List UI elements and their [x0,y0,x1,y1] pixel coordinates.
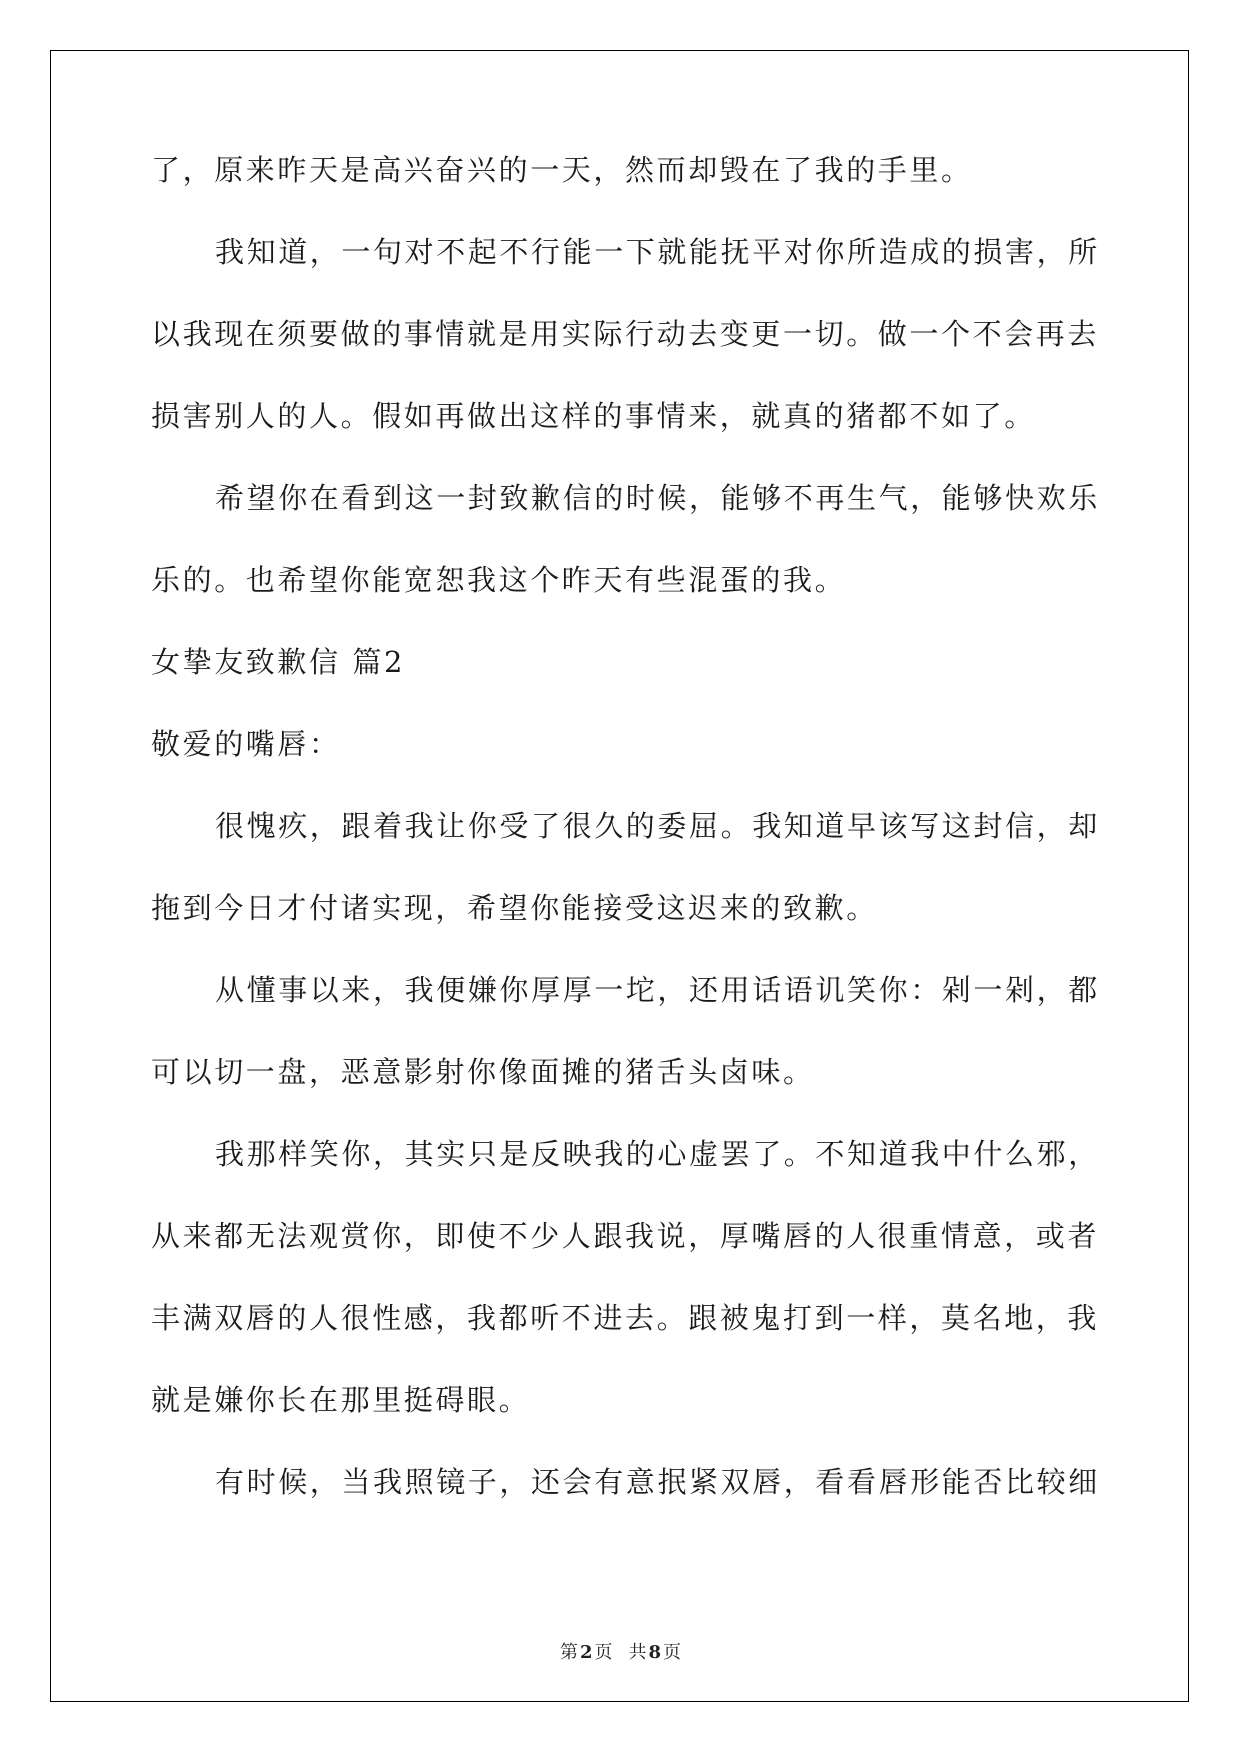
salutation: 敬爱的嘴唇： [151,727,341,761]
section-heading: 女挚友致歉信 篇2 [151,645,406,679]
text-line: 丰满双唇的人很性感，我都听不进去。跟被鬼打到一样，莫名地，我 [151,1301,1100,1335]
page-footer [0,1638,1241,1664]
paragraph-line: 有时候，当我照镜子，还会有意抿紧双唇，看看唇形能否比较细 [215,1465,1100,1499]
total-pages-prefix: 共 [628,1642,647,1663]
text-line: 从来都无法观赏你，即使不少人跟我说，厚嘴唇的人很重情意，或者 [151,1219,1100,1253]
total-pages-number: 8 [648,1642,662,1663]
paragraph-line: 从懂事以来，我便嫌你厚厚一坨，还用话语讥笑你：剁一剁，都 [215,973,1100,1007]
current-page-number: 2 [579,1642,593,1663]
text-line: 了，原来昨天是高兴奋兴的一天，然而却毁在了我的手里。 [151,153,973,187]
document-body [151,152,1100,1546]
page-number-unit: 页 [594,1642,613,1663]
text-line: 损害别人的人。假如再做出这样的事情来，就真的猪都不如了。 [151,399,1036,433]
text-line: 可以切一盘，恶意影射你像面摊的猪舌头卤味。 [151,1055,815,1089]
text-line: 乐的。也希望你能宽恕我这个昨天有些混蛋的我。 [151,563,847,597]
paragraph-line: 我知道，一句对不起不行能一下就能抚平对你所造成的损害，所 [215,235,1100,269]
total-pages-unit: 页 [663,1642,682,1663]
paragraph-line: 很愧疚，跟着我让你受了很久的委屈。我知道早该写这封信，却 [215,809,1100,843]
text-line: 就是嫌你长在那里挺碍眼。 [151,1383,531,1417]
paragraph-line: 希望你在看到这一封致歉信的时候，能够不再生气，能够快欢乐 [215,481,1100,515]
page-number-prefix: 第 [559,1642,578,1663]
paragraph-line: 我那样笑你，其实只是反映我的心虚罢了。不知道我中什么邪， [215,1137,1100,1171]
text-line: 以我现在须要做的事情就是用实际行动去变更一切。做一个不会再去 [151,317,1100,351]
text-line: 拖到今日才付诸实现，希望你能接受这迟来的致歉。 [151,891,878,925]
